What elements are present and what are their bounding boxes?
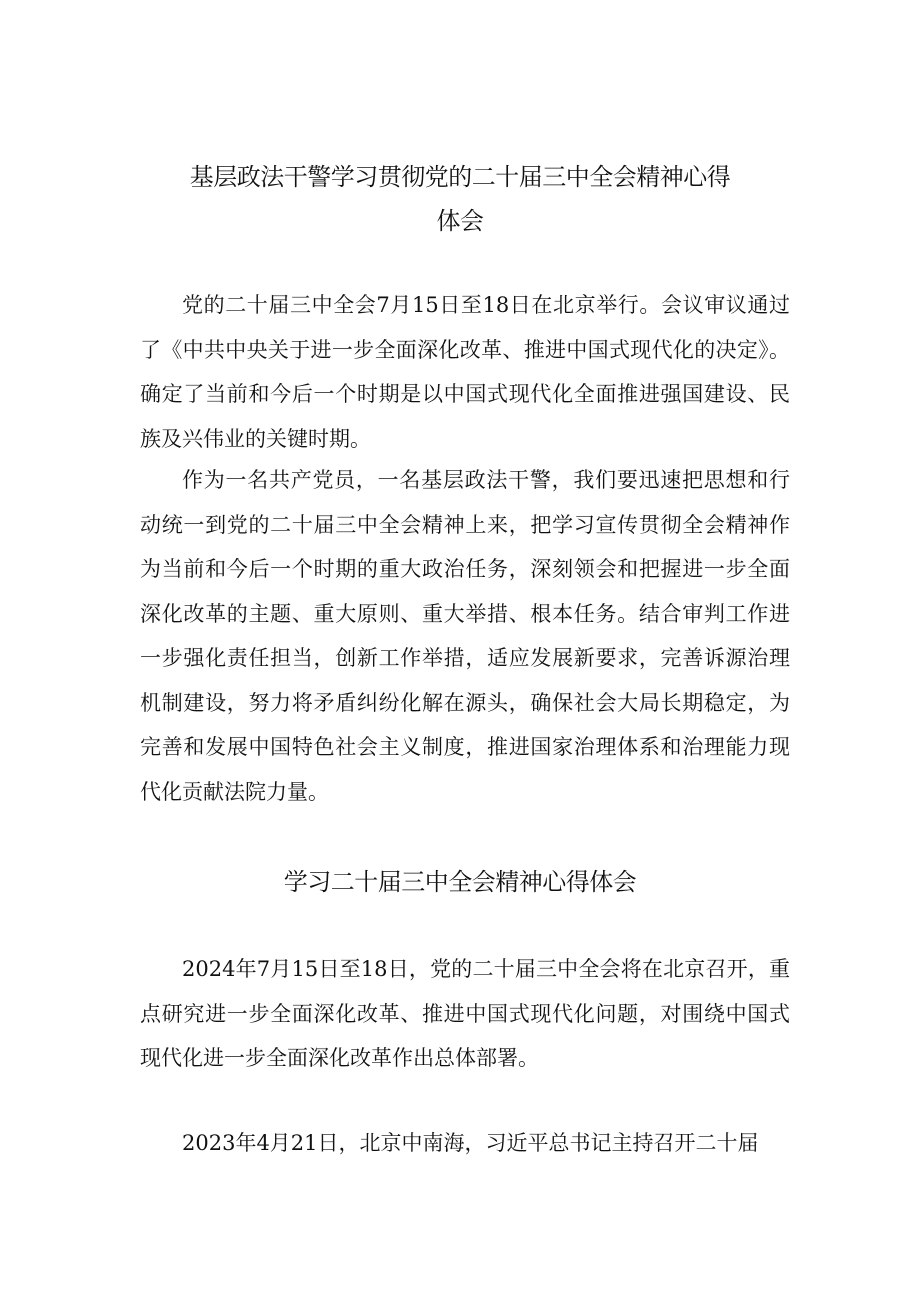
section-2-title: 学习二十届三中全会精神心得体会 [283, 868, 637, 896]
section-1-paragraph-2: 作为一名共产党员，一名基层政法干警，我们要迅速把思想和行动统一到党的二十届三中全会精神上来，把学习宣传贯彻全会精神作为当前和今后一个时期的重大政治任务，深刻领会和把握进一步全面深化改革的主题、重大原则、重大举措、根本任务。结合审判工作进一步强化责任担当，创新工作举措，适应发展新要求，完善诉源治理机制建设，努力将矛盾纠纷化解在源头，确保社会大局长期稳定，为完善和发展中国特色社会主义制度，推进国家治理体系和治理能力现代化贡献法院力量。 [140, 468, 790, 804]
section-2-paragraph-2: 2023年4月21日，北京中南海，习近平总书记主持召开二十届 [182, 1131, 759, 1155]
section-2-paragraph-1: 2024年7月15日至18日，党的二十届三中全会将在北京召开，重点研究进一步全面深化改革、推进中国式现代化问题，对围绕中国式现代化进一步全面深化改革作出总体部署。 [140, 957, 790, 1070]
section-1-title-line-1: 基层政法干警学习贯彻党的二十届三中全会精神心得 [189, 163, 731, 191]
section-1-title [0, 155, 920, 243]
section-1-paragraph-1: 党的二十届三中全会7月15日至18日在北京举行。会议审议通过了《中共中央关于进一步全面深化改革、推进中国式现代化的决定》。确定了当前和今后一个时期是以中国式现代化全面推进强国建设、民族及兴伟业的关键时期。 [140, 293, 790, 451]
section-1-title-line-2: 体会 [436, 207, 484, 235]
